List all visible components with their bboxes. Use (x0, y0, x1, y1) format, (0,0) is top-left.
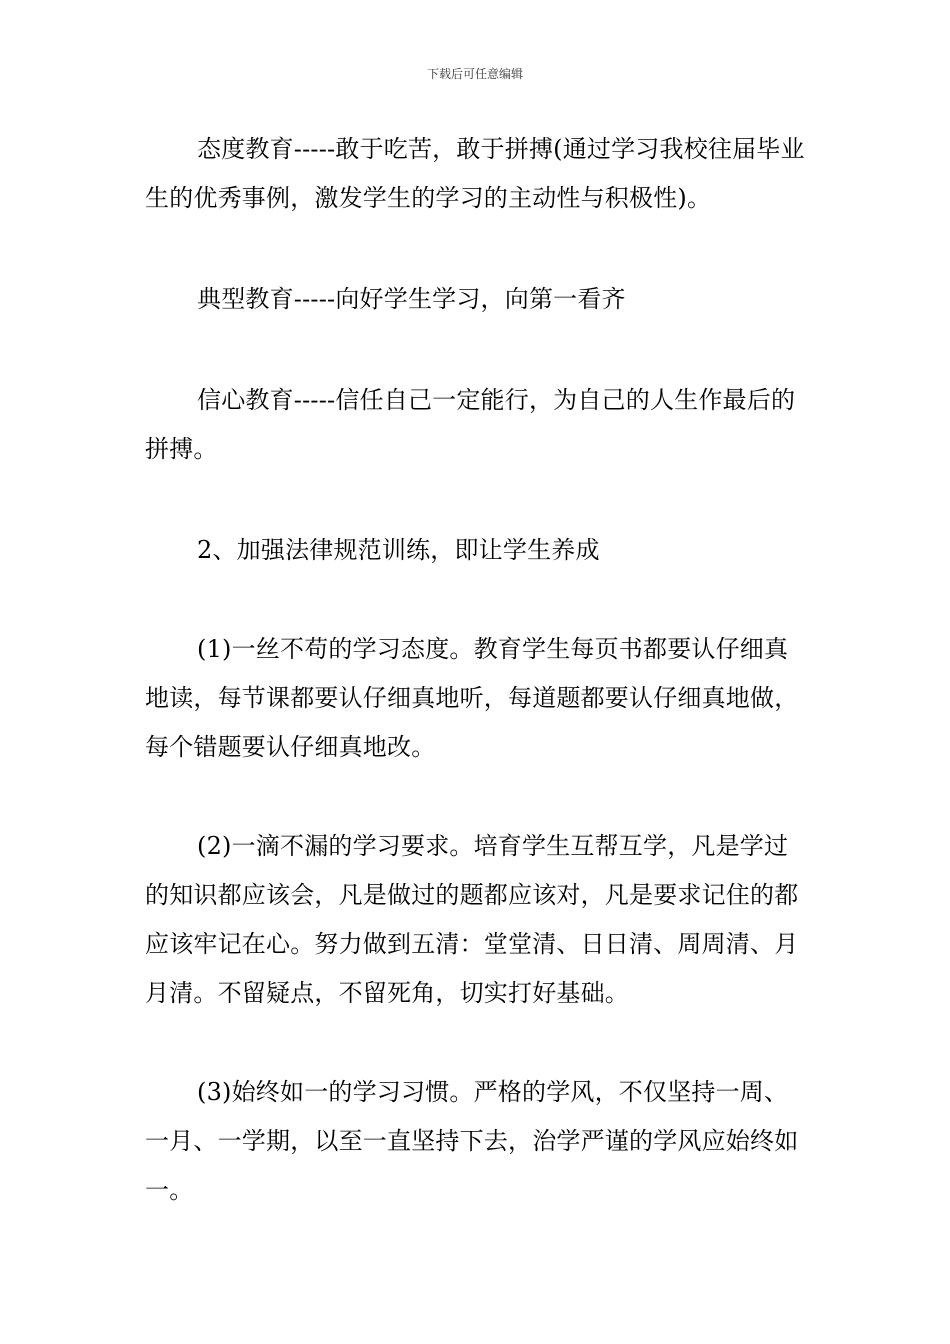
paragraph-item-1: (1)一丝不苟的学习态度。教育学生每页书都要认仔细真地读，每节课都要认仔细真地听，每道题都要认仔细真地做，每个错题要认仔细真地改。 (145, 635, 799, 761)
paragraph-item-2: (2)一滴不漏的学习要求。培育学生互帮互学，凡是学过的知识都应该会，凡是做过的题都应该对，凡是要求记住的都应该牢记在心。努力做到五清：堂堂清、日日清、周周清、月月清。不留疑点，不留死角，切实打好基础。 (145, 832, 799, 1007)
paragraph-section-2-heading: 2、加强法律规范训练，即让学生养成 (197, 536, 600, 564)
paragraph-item-3: (3)始终如一的学习习惯。严格的学风，不仅坚持一周、一月、一学期，以至一直坚持下去，治学严谨的学风应始终如一。 (145, 1078, 799, 1204)
paragraph-confidence-education: 信心教育-----信任自己一定能行，为自己的人生作最后的拼搏。 (145, 386, 796, 463)
page-header-note: 下载后可任意编辑 (426, 67, 523, 81)
document-body (145, 125, 810, 1215)
paragraph-model-education: 典型教育-----向好学生学习，向第一看齐 (197, 285, 626, 313)
paragraph-attitude-education: 态度教育-----敢于吃苦，敢于拼搏(通过学习我校往届毕业生的优秀事例，激发学生的学习的主动性与积极性)。 (145, 135, 805, 212)
